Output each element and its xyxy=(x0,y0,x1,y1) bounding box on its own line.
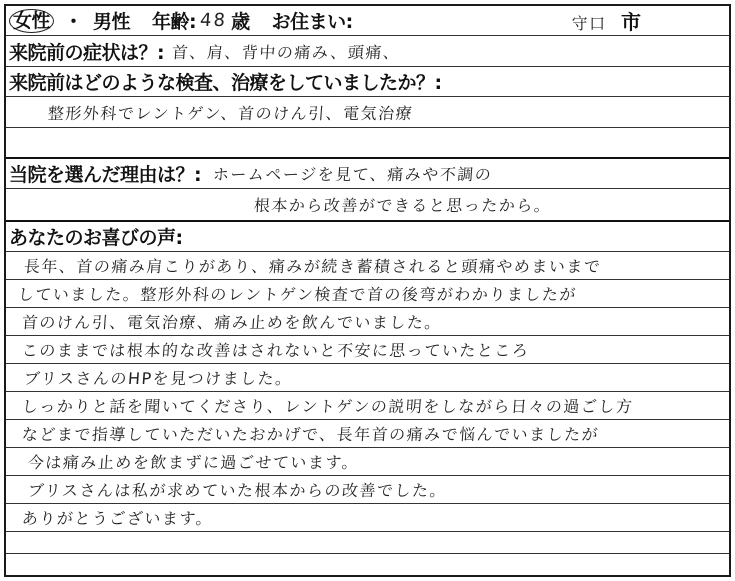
symptoms-label: 来院前の症状は？: xyxy=(9,41,165,64)
reason-answer-line-1: ホームページを見て、痛みや不調の xyxy=(212,165,494,184)
symptoms-row xyxy=(6,36,729,67)
voice-text: このままでは根本的な改善はされないと不安に思っていたところ xyxy=(21,341,531,360)
voice-text: 長年、首の痛み肩こりがあり、痛みが続き蓄積されると頭痛やめまいまで xyxy=(23,257,603,276)
voice-line xyxy=(6,504,729,532)
voice-text: 今は痛み止めを飲まずに過ごせています。 xyxy=(27,453,360,472)
profile-row xyxy=(6,6,729,36)
previous-label-row xyxy=(6,67,729,97)
age-unit: 歳 xyxy=(231,11,250,33)
previous-blank-row xyxy=(6,128,729,159)
testimonial-form xyxy=(4,4,731,577)
gender-separator: ・ xyxy=(64,11,84,33)
voice-blank-line xyxy=(6,554,729,577)
voice-line xyxy=(6,476,729,504)
voice-line xyxy=(6,336,729,364)
voice-label-row xyxy=(6,222,729,252)
voice-line xyxy=(6,364,729,392)
city-suffix: 市 xyxy=(621,10,641,34)
voice-line xyxy=(6,448,729,476)
voice-text: していました。整形外科のレントゲン検査で首の後弯がわかりましたが xyxy=(17,285,578,304)
voice-line xyxy=(6,392,729,420)
voice-blank-line xyxy=(6,532,729,554)
residence-city xyxy=(572,6,641,35)
reason-answer-line-2: 根本から改善ができると思ったから。 xyxy=(253,196,553,215)
voice-text: などまで指導していただいたおかげで、長年首の痛みで悩んでいましたが xyxy=(21,425,600,444)
voice-line xyxy=(6,280,729,308)
residence-label: お住まい: xyxy=(271,11,353,33)
previous-label: 来院前はどのような検査、治療をしていましたか？: xyxy=(9,72,442,94)
female-circle-mark: 女性 xyxy=(9,9,54,33)
previous-answer-row xyxy=(6,97,729,128)
symptoms-answer: 首、肩、背中の痛み、頭痛、 xyxy=(171,42,402,62)
reason-row-2 xyxy=(6,189,729,222)
gender-female xyxy=(6,9,54,33)
voice-label: あなたのお喜びの声: xyxy=(9,227,183,249)
voice-line xyxy=(6,420,729,448)
voice-text: ブリスさんのHPを見つけました。 xyxy=(23,369,294,388)
voice-line xyxy=(6,252,729,280)
city-name: 守口 xyxy=(571,14,607,33)
age-value: 48 xyxy=(199,10,228,31)
voice-text: ブリスさんは私が求めていた根本からの改善でした。 xyxy=(27,481,448,500)
reason-label: 当院を選んだ理由は？: xyxy=(9,164,202,186)
previous-answer: 整形外科でレントゲン、首のけん引、電気治療 xyxy=(47,103,414,123)
voice-text: しっかりと話を聞いてくださり、レントゲンの説明をしながら日々の過ごし方 xyxy=(21,397,635,416)
reason-row-1 xyxy=(6,159,729,189)
age-label: 年齢: xyxy=(152,11,197,33)
voice-line xyxy=(6,308,729,336)
voice-text: 首のけん引、電気治療、痛み止めを飲んでいました。 xyxy=(21,313,443,332)
voice-text: ありがとうございます。 xyxy=(21,509,214,528)
gender-male: 男性 xyxy=(93,11,131,33)
